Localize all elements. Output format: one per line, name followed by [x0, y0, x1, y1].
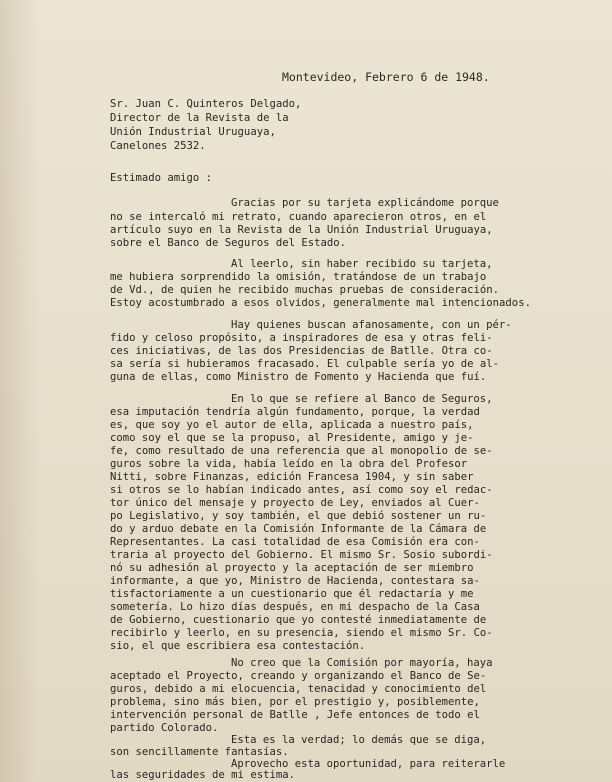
address-line: Unión Industrial Uruguaya, — [110, 126, 276, 138]
paragraph-line: No creo que la Comisión por mayoría, haya — [231, 657, 493, 669]
paragraph-line: esa imputación tendría algún fundamento, porque, la verdad — [110, 406, 480, 418]
paragraph-line: Aprovecho esta oportunidad, para reiterarle — [231, 758, 506, 770]
paragraph-line: fe, como resultado de una referencia que al monopolio de se- — [110, 445, 493, 457]
paragraph-line: do y arduo debate en la Comisión Informante de la Cámara de — [110, 523, 487, 535]
paragraph-line: las seguridades de mi estima. — [110, 769, 295, 781]
paragraph-line: traria al proyecto del Gobierno. El mismo Sr. Sosio subordi- — [110, 549, 493, 561]
letter-date: Montevideo, Febrero 6 de 1948. — [282, 70, 490, 84]
paragraph-line: de Vd., de quien he recibido muchas pruebas de consideración. — [110, 284, 500, 296]
paragraph-line: sobre el Banco de Seguros del Estado. — [110, 237, 346, 249]
address-line: Director de la Revista de la — [110, 112, 289, 124]
paragraph-line: sa sería si hubieramos fracasado. El culpable sería yo de al- — [110, 358, 500, 370]
paragraph-line: intervención personal de Batlle , Jefe entonces de todo el — [110, 709, 480, 721]
paragraph-line: guna de ellas, como Ministro de Fomento y Hacienda que fuí. — [110, 371, 487, 383]
paragraph-line: po Legislativo, y soy también, el que debió sostener un ru- — [110, 510, 487, 522]
paragraph-line: fido y celoso propósito, a inspiradores de esa y otras feli- — [110, 332, 493, 344]
paragraph-line: de Gobierno, cuestionario que yo contesté inmediatamente de — [110, 614, 487, 626]
paragraph-line: tor único del mensaje y proyecto de Ley, enviados al Cuer- — [110, 497, 480, 509]
paragraph-line: guros sobre la vida, había leído en la obra del Profesor — [110, 458, 468, 470]
paragraph-line: partido Colorado. — [110, 722, 219, 734]
paragraph-line: son sencillamente fantasías. — [110, 746, 289, 758]
paragraph-line: recibirlo y leerlo, en su presencia, siendo el mismo Sr. Co- — [110, 627, 493, 639]
paragraph-line: Representantes. La casi totalidad de esa Comisión era con- — [110, 536, 480, 548]
paragraph-line: como soy el que se la propuso, al Presidente, amigo y je- — [110, 432, 474, 444]
paragraph-line: informante, a que yo, Ministro de Hacienda, contestara sa- — [110, 575, 480, 587]
paragraph-line: guros, debido a mi elocuencia, tenacidad y conocimiento del — [110, 683, 487, 695]
paragraph-line: ces iniciativas, de las dos Presidencias de Batlle. Otra co- — [110, 345, 493, 357]
salutation: Estimado amigo : — [110, 172, 213, 184]
paragraph-line: aceptado el Proyecto, creando y organizando el Banco de Se- — [110, 670, 487, 682]
paragraph-line: Hay quienes buscan afanosamente, con un pér- — [231, 319, 512, 331]
paragraph-line: es, que soy yo el autor de ella, aplicada a nuestro país, — [110, 419, 474, 431]
paragraph-line: tisfactoriamente a un cuestionario que él redactaría y me — [110, 588, 474, 600]
paragraph-line: nó su adhesión al proyecto y la aceptación de ser miembro — [110, 562, 474, 574]
paragraph-line: sio, el que escribiera esa contestación. — [110, 640, 366, 652]
paragraph-line: si otros se lo habían indicado antes, así como soy el redac- — [110, 484, 493, 496]
paragraph-line: no se intercaló mi retrato, cuando aparecieron otros, en el — [110, 211, 487, 223]
paragraph-line: Estoy acostumbrado a esos olvidos, generalmente mal intencionados. — [110, 297, 531, 309]
paragraph-line: artículo suyo en la Revista de la Unión Industrial Uruguaya, — [110, 224, 493, 236]
paragraph-line: Esta es la verdad; lo demás que se diga, — [231, 734, 487, 746]
address-line: Canelones 2532. — [110, 140, 206, 152]
paragraph-line: problema, sino más bien, por el prestigio y, posiblemente, — [110, 696, 480, 708]
address-line: Sr. Juan C. Quinteros Delgado, — [110, 98, 302, 110]
paragraph-line: Gracias por su tarjeta explicándome porque — [231, 197, 499, 209]
paragraph-line: me hubiera sorprendido la omisión, tratándose de un trabajo — [110, 271, 487, 283]
paragraph-line: Al leerlo, sin haber recibido su tarjeta, — [231, 258, 493, 270]
paragraph-line: En lo que se refiere al Banco de Seguros, — [231, 393, 493, 405]
paragraph-line: sometería. Lo hizo días después, en mi despacho de la Casa — [110, 601, 480, 613]
paragraph-line: Nitti, sobre Finanzas, edición Francesa 1904, y sin saber — [110, 471, 474, 483]
